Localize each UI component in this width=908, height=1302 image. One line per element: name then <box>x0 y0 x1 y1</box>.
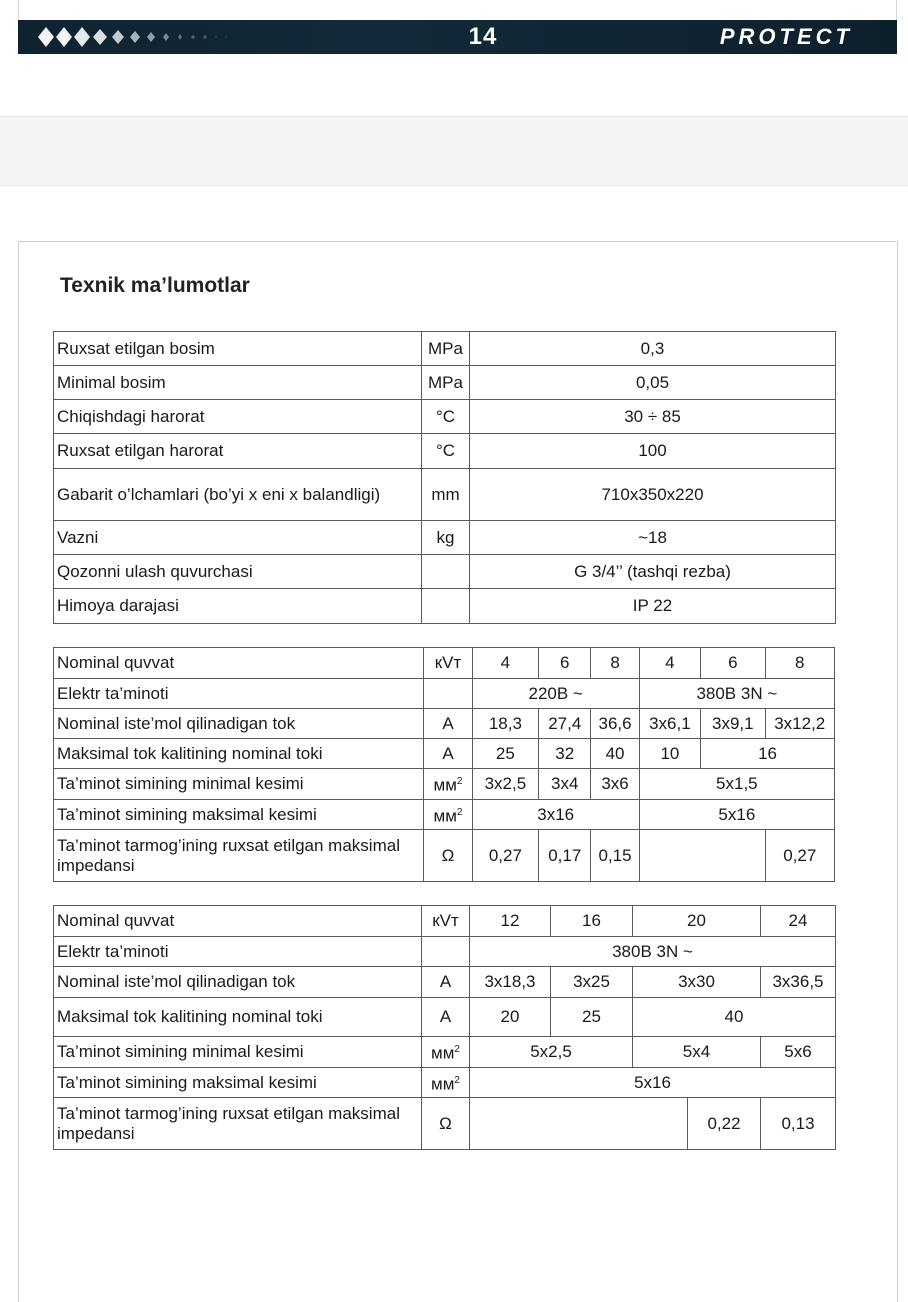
row-label: Nominal iste’mol qilinadigan tok <box>54 967 422 998</box>
table-row <box>54 648 835 679</box>
cell-value: 20 <box>633 906 761 937</box>
cell-value: 0,27 <box>765 830 835 882</box>
cell-value: 36,6 <box>591 709 639 739</box>
cell-empty <box>639 830 765 882</box>
row-label: Nominal iste’mol qilinadigan tok <box>54 709 424 739</box>
table-row <box>54 521 836 555</box>
row-unit: Ω <box>422 1098 470 1150</box>
row-unit <box>422 937 470 967</box>
cell-value: 5x2,5 <box>470 1037 633 1068</box>
row-label: Ruxsat etilgan bosim <box>54 332 422 366</box>
table-row <box>54 906 836 937</box>
cell-value: 18,3 <box>472 709 538 739</box>
cell-value: 40 <box>591 739 639 769</box>
table-row <box>54 332 836 366</box>
cell-value: 0,17 <box>539 830 591 882</box>
cell-value: 0,27 <box>472 830 538 882</box>
row-label: Gabarit o’lchamlari (bo’yi x eni x balandligi) <box>54 469 422 521</box>
cell-value: 5x4 <box>633 1037 761 1068</box>
row-unit: кVт <box>424 648 472 679</box>
row-unit: °C <box>422 400 470 434</box>
row-label: Elektr ta’minoti <box>54 679 424 709</box>
row-unit <box>422 555 470 589</box>
cell-value: 3x6 <box>591 769 639 800</box>
cell-value: 40 <box>633 998 836 1037</box>
table-row <box>54 1098 836 1150</box>
cell-value: 0,13 <box>761 1098 836 1150</box>
table-row <box>54 800 835 830</box>
unit-text: мм <box>431 1074 455 1094</box>
row-label: Himoya darajasi <box>54 589 422 624</box>
row-label: Ta’minot simining maksimal kesimi <box>54 800 424 830</box>
page-top-border <box>18 0 897 20</box>
row-label: Nominal quvvat <box>54 648 424 679</box>
cell-empty <box>470 1098 688 1150</box>
cell-value: 220В ~ <box>472 679 639 709</box>
table-row <box>54 769 835 800</box>
cell-value: 5x16 <box>639 800 834 830</box>
row-value: ~18 <box>470 521 836 555</box>
unit-superscript: 2 <box>454 1044 460 1056</box>
cell-value: 3x6,1 <box>639 709 700 739</box>
unit-text: мм <box>433 775 457 795</box>
table-row <box>54 709 835 739</box>
cell-value: 16 <box>551 906 633 937</box>
cell-value: 3x25 <box>551 967 633 998</box>
row-unit: A <box>422 967 470 998</box>
cell-value: 5x16 <box>470 1068 836 1098</box>
row-label: Ta’minot tarmog’ining ruxsat etilgan maksimal impedansi <box>54 830 424 882</box>
cell-value: 20 <box>470 998 551 1037</box>
table-row <box>54 555 836 589</box>
cell-value: 5x6 <box>761 1037 836 1068</box>
row-unit: A <box>424 739 472 769</box>
row-label: Maksimal tok kalitining nominal toki <box>54 739 424 769</box>
row-label: Vazni <box>54 521 422 555</box>
header-banner <box>18 20 897 54</box>
cell-value: 3x18,3 <box>470 967 551 998</box>
row-unit: °C <box>422 434 470 469</box>
row-label: Ta’minot simining maksimal kesimi <box>54 1068 422 1098</box>
table-row <box>54 679 835 709</box>
row-unit: MPa <box>422 332 470 366</box>
unit-text: мм <box>433 806 457 826</box>
cell-value: 0,15 <box>591 830 639 882</box>
row-unit <box>422 1068 470 1098</box>
row-label: Minimal bosim <box>54 366 422 400</box>
cell-value: 27,4 <box>539 709 591 739</box>
row-label: Ta’minot simining minimal kesimi <box>54 1037 422 1068</box>
table-row <box>54 967 836 998</box>
cell-value: 3x4 <box>539 769 591 800</box>
cell-value: 32 <box>539 739 591 769</box>
row-unit: kg <box>422 521 470 555</box>
row-unit <box>424 800 472 830</box>
row-label: Ta’minot simining minimal kesimi <box>54 769 424 800</box>
cell-value: 3x12,2 <box>765 709 835 739</box>
unit-superscript: 2 <box>454 1074 460 1086</box>
cell-value: 12 <box>470 906 551 937</box>
cell-value: 4 <box>639 648 700 679</box>
row-unit <box>422 1037 470 1068</box>
general-specs-table <box>53 331 836 624</box>
row-value: G 3/4’’ (tashqi rezba) <box>470 555 836 589</box>
row-value: IP 22 <box>470 589 836 624</box>
row-unit: mm <box>422 469 470 521</box>
brand-logo: PROTECT <box>719 24 853 49</box>
row-label: Ruxsat etilgan harorat <box>54 434 422 469</box>
cell-value: 3x9,1 <box>701 709 765 739</box>
row-label: Ta’minot tarmog’ining ruxsat etilgan maksimal impedansi <box>54 1098 422 1150</box>
row-unit: A <box>424 709 472 739</box>
cell-value: 10 <box>639 739 700 769</box>
cell-value: 6 <box>701 648 765 679</box>
cell-value: 25 <box>551 998 633 1037</box>
page-number: 14 <box>468 23 498 50</box>
row-label: Maksimal tok kalitining nominal toki <box>54 998 422 1037</box>
row-unit: Ω <box>424 830 472 882</box>
row-unit <box>424 679 472 709</box>
cell-value: 8 <box>765 648 835 679</box>
unit-text: мм <box>431 1043 455 1063</box>
table-row <box>54 469 836 521</box>
cell-value: 3x36,5 <box>761 967 836 998</box>
cell-value: 5x1,5 <box>639 769 834 800</box>
unit-superscript: 2 <box>456 806 463 818</box>
table-row <box>54 739 835 769</box>
power-specs-table-small <box>53 647 835 882</box>
row-value: 0,3 <box>470 332 836 366</box>
table-row <box>54 589 836 624</box>
table-row <box>54 400 836 434</box>
row-unit: MPa <box>422 366 470 400</box>
cell-value: 3x30 <box>633 967 761 998</box>
row-label: Elektr ta’minoti <box>54 937 422 967</box>
row-label: Nominal quvvat <box>54 906 422 937</box>
table-row <box>54 1068 836 1098</box>
cell-value: 8 <box>591 648 639 679</box>
power-specs-table-large <box>53 905 836 1150</box>
table-row <box>54 366 836 400</box>
cell-value: 380В 3N ~ <box>470 937 836 967</box>
unit-superscript: 2 <box>456 776 463 788</box>
cell-value: 6 <box>539 648 591 679</box>
cell-value: 4 <box>472 648 538 679</box>
cell-value: 0,22 <box>688 1098 761 1150</box>
cell-value: 3x2,5 <box>472 769 538 800</box>
row-unit: A <box>422 998 470 1037</box>
row-label: Qozonni ulash quvurchasi <box>54 555 422 589</box>
cell-value: 25 <box>472 739 538 769</box>
cell-value: 24 <box>761 906 836 937</box>
row-value: 0,05 <box>470 366 836 400</box>
row-unit: кVт <box>422 906 470 937</box>
gray-band <box>0 116 908 186</box>
table-row <box>54 937 836 967</box>
row-value: 30 ÷ 85 <box>470 400 836 434</box>
row-unit <box>422 589 470 624</box>
row-unit <box>424 769 472 800</box>
table-row <box>54 998 836 1037</box>
cell-value: 380В 3N ~ <box>639 679 834 709</box>
table-row <box>54 434 836 469</box>
row-label: Chiqishdagi harorat <box>54 400 422 434</box>
row-value: 100 <box>470 434 836 469</box>
cell-value: 16 <box>701 739 835 769</box>
table-row <box>54 830 835 882</box>
table-row <box>54 1037 836 1068</box>
cell-value: 3x16 <box>472 800 639 830</box>
page-title: Texnik ma’lumotlar <box>60 274 250 297</box>
row-value: 710x350x220 <box>470 469 836 521</box>
